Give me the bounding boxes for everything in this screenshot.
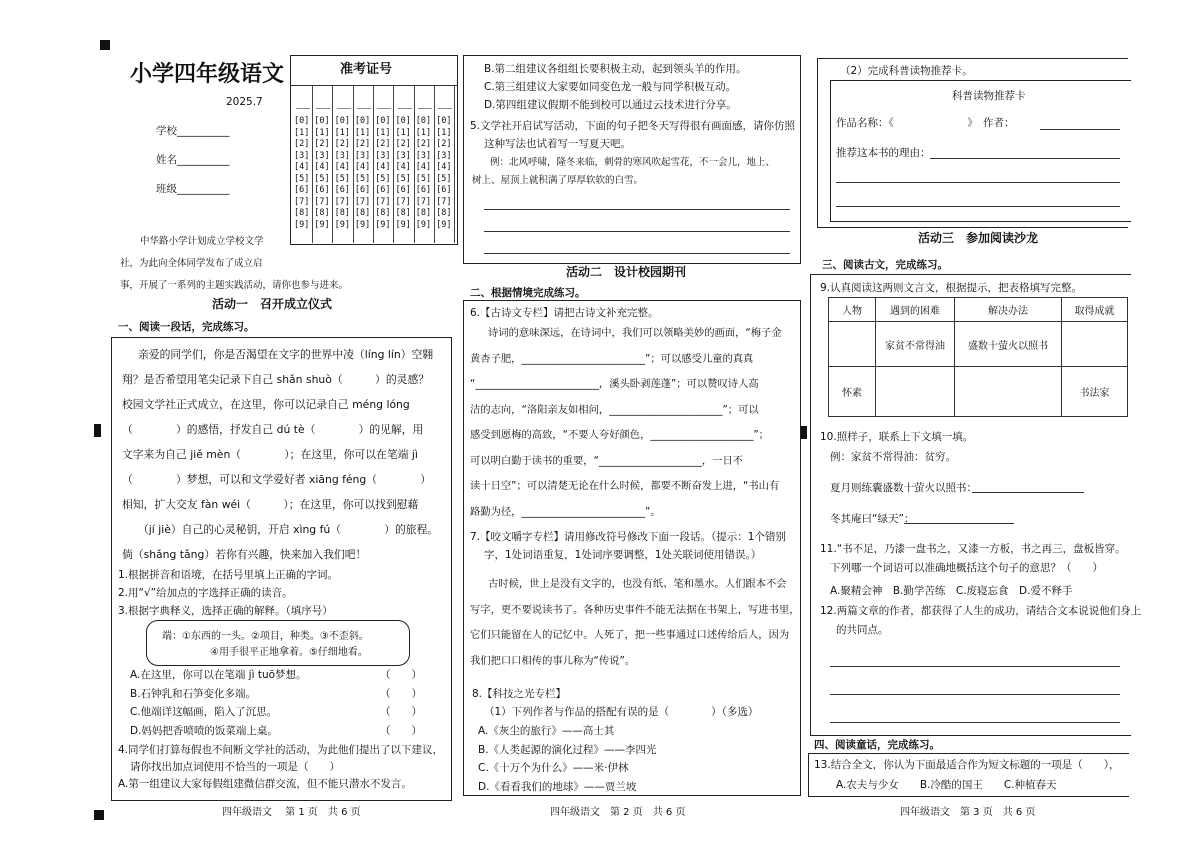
- example-line: 例：家贫不常得油：贫穷。: [830, 451, 956, 463]
- digit-option[interactable]: [2]: [395, 139, 411, 149]
- activity-heading: 活动一 召开成立仪式: [212, 297, 333, 311]
- question-1: 1.根据拼音和语境，在括号里填上正确的字词。: [118, 569, 339, 581]
- digit-option[interactable]: [5]: [375, 173, 391, 184]
- question-8-2: （2）完成科普读物推荐卡。: [840, 65, 973, 77]
- card-reason-field[interactable]: 推荐这本书的理由：: [836, 147, 931, 159]
- table-cell: 书法家: [1062, 367, 1128, 417]
- digit-option[interactable]: [9]: [415, 219, 432, 230]
- digit-option[interactable]: [2]: [334, 139, 350, 149]
- intro-line: 社，为此向全体同学发布了成立启: [120, 258, 263, 269]
- digit-option[interactable]: [3]: [395, 150, 411, 161]
- question-7: 字，1处词语重复，1处词序要调整，1处关联词使用错误。）: [484, 549, 762, 561]
- question-8: 8.【科技之光专栏】: [472, 688, 567, 700]
- digit-option[interactable]: [4]: [334, 162, 350, 172]
- question-8-1: （1）下列作者与作品的搭配有误的是（ ）（多选）: [484, 706, 759, 718]
- option-line: B.第二组建议各组组长要积极主动，起到领头羊的作用。: [484, 63, 747, 75]
- registration-mark: [100, 40, 110, 50]
- digit-option[interactable]: [1]: [334, 127, 350, 138]
- digit-option[interactable]: [9]: [334, 219, 350, 230]
- option-line: D.《看看我们的地球》——贾兰坡: [478, 780, 637, 793]
- answer-line[interactable]: [836, 206, 1120, 207]
- digit-option[interactable]: [6]: [354, 185, 371, 195]
- option-line: A.在这里，你可以在笔端 jì tuō梦想。: [130, 669, 307, 681]
- grid-separator: [312, 86, 313, 243]
- passage-line: （ ）的感悟，抒发自己 dú tè（ ）的见解，用: [122, 423, 424, 436]
- digit-option[interactable]: [1]: [375, 127, 391, 138]
- digit-option[interactable]: [0]: [334, 116, 350, 126]
- digit-option[interactable]: [1]: [294, 127, 310, 138]
- digit-option[interactable]: [7]: [415, 196, 432, 207]
- digit-option[interactable]: [4]: [415, 162, 432, 172]
- digit-option[interactable]: [6]: [375, 185, 391, 195]
- digit-option[interactable]: [4]: [395, 162, 411, 172]
- digit-write-box[interactable]: [357, 90, 371, 109]
- answer-paren[interactable]: （ ）: [380, 706, 422, 718]
- question-11: 11.“书不足，乃漆一盘书之，又漆一方板，书之再三，盘板皆穿。: [820, 543, 1126, 555]
- q13-options: A.农夫与少女 B.冷酷的国王 C.种植春天: [836, 779, 1057, 791]
- digit-option[interactable]: [1]: [436, 127, 452, 138]
- example-line: 例：北风呼啸，隆冬来临，刺骨的寒风吹起雪花，不一会儿，地上、: [490, 157, 776, 168]
- poem-line[interactable]: 路勤为径，________________________”。: [470, 505, 661, 518]
- exam-title: 小学四年级语文: [130, 61, 285, 87]
- digit-option[interactable]: [5]: [436, 173, 452, 184]
- digit-option[interactable]: [8]: [395, 208, 411, 218]
- q10-b: 冬其庵曰“绿天”：: [830, 513, 915, 525]
- question-4-option-a: A.第一组建议大家每假组建微信群交流，但不能只潜水不发言。: [118, 778, 412, 790]
- answer-line[interactable]: [836, 182, 1120, 183]
- digit-option[interactable]: [6]: [314, 185, 330, 195]
- answer-line[interactable]: [484, 231, 790, 232]
- option-line: C.他端详这幅画，陷入了沉思。: [130, 706, 278, 718]
- digit-option[interactable]: [5]: [294, 173, 310, 184]
- passage-line: （jí jiè）自己的心灵秘钥，开启 xìng fú（ ）的旅程。: [138, 523, 439, 536]
- digit-option[interactable]: [6]: [334, 185, 350, 195]
- digit-option[interactable]: [0]: [354, 116, 371, 126]
- school-field[interactable]: 学校__________: [156, 125, 230, 137]
- passage-line: 亲爱的同学们，你是否渴望在文字的世界中凌（líng lín）空翱: [138, 348, 434, 361]
- digit-option[interactable]: [5]: [334, 173, 350, 184]
- grid-separator: [353, 86, 354, 243]
- digit-option[interactable]: [0]: [294, 116, 310, 126]
- digit-option[interactable]: [5]: [415, 173, 432, 184]
- section-heading: 四、阅读童话，完成练习。: [814, 739, 940, 751]
- section-heading: 二、根据情境完成练习。: [470, 287, 586, 299]
- digit-column[interactable]: [355, 116, 370, 231]
- answer-paren[interactable]: （ ）: [380, 724, 422, 737]
- passage-line: 相知，扩大交友 fàn wéi（ ）；在这里，你可以找到慰藉: [122, 498, 419, 511]
- digit-option[interactable]: [4]: [375, 162, 391, 172]
- question-10: 10.照样子，联系上下文填一填。: [820, 431, 974, 443]
- option-line: C.《十万个为什么》——米·伊林: [478, 762, 629, 774]
- activity-heading: 活动三 参加阅读沙龙: [918, 231, 1039, 245]
- question-11: 下列哪一个词语可以准确地概括这个句子的意思？（ ）: [830, 562, 1103, 574]
- digit-option[interactable]: [3]: [354, 150, 371, 161]
- section-heading: 三、阅读古文，完成练习。: [822, 259, 948, 271]
- table-cell: 家贫不常得油: [876, 322, 955, 367]
- passage-line: 翔？是否希望用笔尖记录下自己 shǎn shuò（ ）的灵感？: [122, 373, 430, 386]
- digit-write-box[interactable]: [398, 90, 412, 109]
- digit-option[interactable]: [4]: [436, 162, 452, 172]
- question-4: 请你找出加点词使用不恰当的一项是（ ）: [130, 761, 340, 773]
- digit-option[interactable]: [0]: [395, 116, 411, 126]
- registration-mark: [94, 424, 101, 437]
- table-head: 取得成就: [1062, 298, 1128, 322]
- page-footer: 四年级语文 第 3 页 共 6 页: [900, 807, 1036, 818]
- table-head: 人物: [829, 298, 876, 322]
- question-7: 7.【咬文嚼字专栏】请用修改符号修改下面一段话。（提示：1个错别: [470, 531, 786, 543]
- digit-option[interactable]: [9]: [436, 219, 452, 230]
- poem-line[interactable]: 诗词的意味深远，在诗词中，我们可以领略美妙的画面，“梅子金: [488, 327, 782, 339]
- poem-line[interactable]: 读十日空”；可以清楚无论在什么时候，都要不断奋发上进，“书山有: [470, 480, 780, 492]
- digit-write-box[interactable]: [296, 90, 310, 109]
- grid-separator: [332, 86, 333, 243]
- digit-option[interactable]: [2]: [415, 139, 432, 149]
- digit-option[interactable]: [7]: [436, 196, 452, 207]
- edit-line[interactable]: 它们只能留在人的记忆中。人死了，把一些事通过口述传给后人，因为: [470, 629, 790, 641]
- digit-option[interactable]: [7]: [354, 196, 371, 207]
- digit-option[interactable]: [3]: [294, 150, 310, 161]
- table-cell[interactable]: [1062, 322, 1128, 367]
- class-field[interactable]: 班级__________: [156, 183, 230, 195]
- section-heading: 一、阅读一段话，完成练习。: [118, 321, 255, 333]
- question-9: 9.认真阅读这两则文言文，根据提示，把表格填写完整。: [820, 282, 1083, 294]
- digit-option[interactable]: [6]: [436, 185, 452, 195]
- example-line: 树上、屋顶上就积满了厚厚软软的白雪。: [472, 175, 644, 186]
- digit-write-box[interactable]: [337, 90, 351, 109]
- digit-column[interactable]: [294, 116, 309, 231]
- answer-line[interactable]: [930, 158, 1120, 159]
- poem-line[interactable]: 洁的志向，“洛阳亲友如相问，______________________”；可以: [470, 403, 759, 416]
- digit-option[interactable]: [4]: [294, 162, 310, 172]
- question-12: 的共同点。: [836, 624, 889, 636]
- passage-line: 倘（shǎng tǎng）若你有兴趣，快来加入我们吧！: [122, 548, 367, 561]
- option-line: B.石钟乳和石笋变化多端。: [130, 687, 257, 700]
- table-head: 解决办法: [955, 298, 1062, 322]
- digit-option[interactable]: [7]: [314, 196, 330, 207]
- option-line: D.妈妈把香喷喷的饭菜端上桌。: [130, 724, 278, 737]
- table-cell[interactable]: [955, 367, 1062, 417]
- card-title: 科普读物推荐卡: [952, 90, 1026, 102]
- answer-line[interactable]: [830, 722, 1120, 723]
- digit-option[interactable]: [8]: [314, 208, 330, 218]
- intro-line: 事，开展了一系列的主题实践活动，请你也参与进来。: [120, 280, 349, 291]
- passage-line: 校园文学社正式成立，在这里，你可以记录自己 méng lóng: [122, 398, 410, 411]
- digit-column[interactable]: [396, 116, 411, 231]
- q9-table[interactable]: [828, 297, 1128, 417]
- passage-line: （ ）梦想，可以和文学爱好者 xiāng féng（ ）: [122, 473, 432, 486]
- digit-option[interactable]: [8]: [354, 208, 371, 218]
- digit-option[interactable]: [2]: [375, 139, 391, 149]
- digit-option[interactable]: [9]: [294, 219, 310, 230]
- digit-option[interactable]: [9]: [354, 219, 371, 230]
- page-footer: 四年级语文 第 2 页 共 6 页: [550, 807, 686, 818]
- q11-options: A.聚精会神 B.勤学苦练 C.废寝忘食 D.爱不释手: [830, 585, 1073, 597]
- answer-line[interactable]: [904, 523, 1014, 524]
- digit-option[interactable]: [7]: [294, 196, 310, 207]
- digit-option[interactable]: [7]: [395, 196, 411, 207]
- edit-line[interactable]: 写字，更不要说读书了。各种历史事件不能无法据在书架上，写进书里，: [470, 603, 800, 616]
- digit-option[interactable]: [8]: [294, 208, 310, 218]
- admission-title: 准考证号: [340, 62, 393, 77]
- table-head: 遇到的困难: [876, 298, 955, 322]
- card-name-field[interactable]: 作品名称：《 》 作者：: [836, 117, 1015, 129]
- digit-option[interactable]: [8]: [415, 208, 432, 218]
- digit-option[interactable]: [3]: [375, 150, 391, 161]
- digit-option[interactable]: [5]: [354, 173, 371, 184]
- digit-option[interactable]: [9]: [314, 219, 330, 230]
- digit-option[interactable]: [4]: [354, 162, 371, 172]
- digit-column[interactable]: [314, 116, 329, 231]
- digit-option[interactable]: [2]: [294, 139, 310, 149]
- answer-line[interactable]: [972, 492, 1084, 493]
- dictionary-line: ④用手很平正地拿着。⑤仔细地看。: [210, 647, 368, 658]
- passage-line: 文字来为自己 jiě mèn（ ）；在这里，你可以在笔端 jì: [122, 448, 418, 461]
- activity-heading: 活动二 设计校园期刊: [566, 265, 687, 279]
- digit-option[interactable]: [0]: [314, 116, 330, 126]
- name-field[interactable]: 姓名__________: [156, 154, 230, 166]
- registration-mark: [800, 426, 807, 439]
- poem-line[interactable]: 黄杏子肥，________________________”；可以感受儿童的真真: [470, 352, 754, 365]
- question-2: 2.用“√”给加点的字选择正确的读音。: [118, 587, 293, 599]
- grid-separator: [454, 86, 455, 243]
- digit-option[interactable]: [3]: [436, 150, 452, 161]
- digit-option[interactable]: [0]: [415, 116, 432, 126]
- answer-paren[interactable]: （ ）: [380, 669, 422, 681]
- question-12: 12.两篇文章的作者，都获得了人生的成功，请结合文本说说他们身上: [820, 605, 1142, 617]
- digit-option[interactable]: [6]: [415, 185, 432, 195]
- digit-option[interactable]: [6]: [294, 185, 310, 195]
- digit-option[interactable]: [1]: [395, 127, 411, 138]
- dictionary-line: 端：①东西的一头。②项目，种类。③不歪斜。: [162, 631, 369, 642]
- digit-option[interactable]: [1]: [415, 127, 432, 138]
- digit-option[interactable]: [3]: [415, 150, 432, 161]
- digit-option[interactable]: [8]: [436, 208, 452, 218]
- grid-separator: [373, 86, 374, 243]
- answer-paren[interactable]: （ ）: [380, 687, 422, 700]
- question-5: 这种写法也试着写一写夏天吧。: [484, 138, 631, 150]
- digit-write-box[interactable]: [316, 90, 330, 109]
- page-footer: 四年级语文 第 1 页 共 6 页: [222, 807, 361, 818]
- digit-option[interactable]: [2]: [354, 139, 371, 149]
- answer-line[interactable]: [484, 209, 790, 210]
- digit-option[interactable]: [2]: [314, 139, 330, 149]
- edit-line[interactable]: 古时候，世上是没有文字的，也没有纸、笔和墨水。人们跟本不会: [488, 578, 787, 590]
- digit-option[interactable]: [7]: [334, 196, 350, 207]
- table-cell: 盛数十萤火以照书: [955, 322, 1062, 367]
- digit-option[interactable]: [1]: [354, 127, 371, 138]
- edit-line[interactable]: 我们把口口相传的事儿称为“传说”。: [470, 654, 636, 667]
- digit-column[interactable]: [335, 116, 350, 231]
- digit-option[interactable]: [8]: [334, 208, 350, 218]
- table-cell[interactable]: [876, 367, 955, 417]
- digit-option[interactable]: [3]: [314, 150, 330, 161]
- question-5: 5.文学社开启试写活动，下面的句子把冬天写得很有画面感，请你仿照: [470, 120, 796, 132]
- digit-option[interactable]: [5]: [395, 173, 411, 184]
- digit-option[interactable]: [9]: [375, 219, 391, 230]
- digit-write-box[interactable]: [377, 90, 391, 109]
- digit-option[interactable]: [8]: [375, 208, 391, 218]
- poem-line[interactable]: 可以明白勤于读书的重要，“____________________，一日不: [470, 454, 744, 467]
- option-line: D.第四组建议假期不能到校可以通过云技术进行分享。: [484, 99, 737, 111]
- digit-column[interactable]: [375, 116, 390, 231]
- answer-line[interactable]: [484, 253, 790, 254]
- grid-separator: [434, 86, 435, 243]
- grid-separator: [393, 86, 394, 243]
- digit-column[interactable]: [436, 116, 451, 231]
- table-cell: 怀素: [829, 367, 876, 417]
- digit-option[interactable]: [5]: [314, 173, 330, 184]
- digit-column[interactable]: [416, 116, 431, 231]
- poem-line[interactable]: 感受到愿梅的高致，“不要人夸好颜色，____________________”；: [470, 429, 769, 441]
- question-4: 4.同学们打算每假也不间断文学社的活动，为此他们提出了以下建议，: [118, 744, 444, 756]
- digit-write-box[interactable]: [438, 90, 452, 109]
- option-line: B.《人类起源的演化过程》——李四光: [478, 743, 657, 756]
- digit-option[interactable]: [4]: [314, 162, 330, 172]
- digit-option[interactable]: [0]: [436, 116, 452, 126]
- option-line: C.第三组建议大家要如同变色龙一般与同学积极互动。: [484, 81, 737, 93]
- grid-separator: [414, 86, 415, 243]
- digit-option[interactable]: [6]: [395, 185, 411, 195]
- registration-mark: [94, 810, 104, 820]
- digit-write-box[interactable]: [418, 90, 432, 109]
- table-cell[interactable]: [829, 322, 876, 367]
- question-13: 13.结合全文，你认为下面最适合作为短文标题的一项是（ ），: [814, 759, 1120, 771]
- digit-option[interactable]: [1]: [314, 127, 330, 138]
- digit-option[interactable]: [0]: [375, 116, 391, 126]
- digit-option[interactable]: [7]: [375, 196, 391, 207]
- digit-option[interactable]: [9]: [395, 219, 411, 230]
- poem-line[interactable]: “________________________，溪头卧剥莲蓬”；可以赞叹诗人高: [470, 378, 759, 390]
- digit-option[interactable]: [3]: [334, 150, 350, 161]
- answer-line[interactable]: [1040, 129, 1120, 130]
- option-line: A.《灰尘的旅行》——高士其: [478, 725, 615, 737]
- question-3: 3.根据字典释义，选择正确的解释。（填序号）: [118, 605, 333, 617]
- question-6: 6.【古诗文专栏】请把古诗文补充完整。: [470, 307, 659, 319]
- digit-option[interactable]: [2]: [436, 139, 452, 149]
- exam-date: 2025.7: [226, 96, 263, 108]
- answer-line[interactable]: [830, 666, 1120, 667]
- q10-a: 夏月则练囊盛数十萤火以照书：: [830, 482, 977, 494]
- intro-line: 中华路小学计划成立学校文学: [140, 236, 264, 247]
- answer-line[interactable]: [830, 694, 1120, 695]
